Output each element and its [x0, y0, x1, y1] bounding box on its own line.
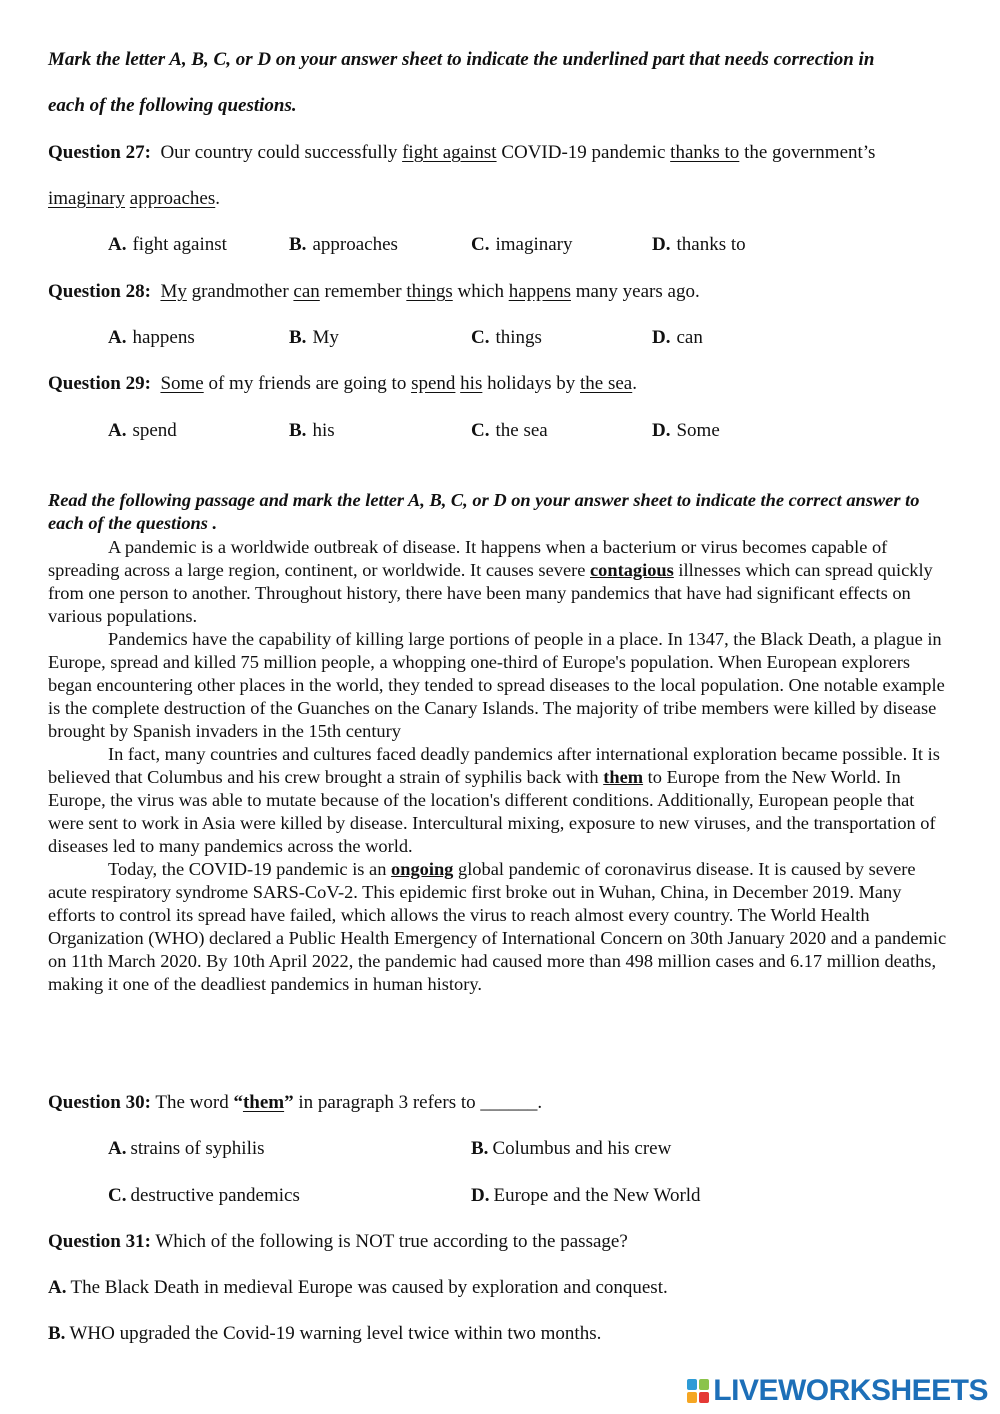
option-letter: B.: [471, 1138, 489, 1159]
option-letter: C.: [108, 1185, 127, 1206]
paragraph-text: illnesses which can spread quickly from one person to another. Throughout history, there have been many pandemics that have had significant effects on various populations.: [48, 560, 933, 626]
q30-option-b[interactable]: [471, 1137, 671, 1161]
reading-passage: [48, 536, 948, 996]
question-text: of my friends are going to: [208, 373, 407, 394]
paragraph-text: to Europe from the New World. In Europe, the virus was able to mutate because of the location's different conditions. Additionally, European people that were sent to work in Asia were killed by disease. Intercultural mixing, exposure to new viruses, and the transportation of diseases led to many pandemics across the world.: [48, 767, 936, 856]
question-text: .: [215, 188, 220, 209]
logo-square: [699, 1379, 709, 1390]
option-text: thanks to: [676, 234, 746, 255]
option-text: approaches: [312, 234, 398, 255]
option-letter: C.: [471, 327, 490, 348]
liveworksheets-logo[interactable]: [687, 1376, 988, 1406]
q27-option-d[interactable]: [652, 233, 746, 257]
quoted-word-text: them: [242, 1092, 285, 1113]
option-text: My: [312, 327, 339, 348]
option-letter: B.: [289, 327, 307, 348]
option-text: the sea: [495, 420, 548, 441]
question-label: Question 27:: [48, 142, 151, 163]
underlined-part: spend: [411, 373, 456, 394]
highlighted-word: contagious: [590, 560, 674, 580]
q27-option-c[interactable]: [471, 233, 573, 257]
option-letter: D.: [652, 420, 671, 441]
underlined-part: things: [406, 281, 453, 302]
paragraph-text: In fact, many countries and cultures faced deadly pandemics after international exploration became possible. It is believed that Columbus and his crew brought a strain of syphilis back with: [48, 744, 940, 787]
underlined-part: imaginary: [48, 188, 126, 209]
logo-text: LIVEWORKSHEETS: [713, 1374, 988, 1407]
underlined-part: happens: [508, 281, 571, 302]
option-text: WHO upgraded the Covid-19 warning level twice within two months.: [69, 1323, 602, 1344]
question-30: [48, 1091, 542, 1115]
question-text: COVID-19 pandemic: [501, 142, 666, 163]
question-text: the government’s: [744, 142, 876, 163]
q28-option-c[interactable]: [471, 326, 542, 350]
question-text: The word: [155, 1092, 229, 1113]
logo-square: [687, 1379, 697, 1390]
question-31: [48, 1230, 628, 1254]
q31-option-b[interactable]: [48, 1322, 601, 1346]
highlighted-word: them: [603, 767, 644, 787]
option-text: destructive pandemics: [130, 1185, 300, 1206]
underlined-part: thanks to: [670, 142, 740, 163]
underlined-part: his: [460, 373, 483, 394]
q30-option-a[interactable]: [108, 1137, 265, 1161]
question-text: .: [632, 373, 637, 394]
question-text: remember: [324, 281, 402, 302]
option-text: Columbus and his crew: [492, 1138, 672, 1159]
option-text: Some: [676, 420, 720, 441]
paragraph-text: A pandemic is a worldwide outbreak of disease. It happens when a bacterium or virus becomes capable of spreading across a large region, continent, or worldwide. It causes severe: [48, 537, 888, 580]
underlined-part: fight against: [402, 142, 497, 163]
question-28: [48, 280, 700, 304]
question-label: Question 28:: [48, 281, 151, 302]
quote-close: ”: [284, 1092, 294, 1113]
paragraph-text: Today, the COVID-19 pandemic is an: [108, 859, 387, 879]
option-text: happens: [132, 327, 195, 348]
option-letter: A.: [108, 1138, 127, 1159]
option-letter: C.: [471, 234, 490, 255]
q27-option-a[interactable]: [108, 233, 227, 257]
q30-option-d[interactable]: [471, 1184, 701, 1208]
section1-instruction-line2: each of the following questions.: [48, 95, 297, 116]
question-label: Question 30:: [48, 1092, 151, 1113]
option-text: Europe and the New World: [493, 1185, 701, 1206]
option-text: The Black Death in medieval Europe was caused by exploration and conquest.: [70, 1277, 668, 1298]
option-letter: B.: [48, 1323, 66, 1344]
logo-square: [687, 1392, 697, 1403]
question-27: [48, 141, 875, 165]
option-text: spend: [132, 420, 177, 441]
q27-option-b[interactable]: [289, 233, 398, 257]
underlined-part: approaches: [129, 188, 216, 209]
quote-open: “: [233, 1092, 243, 1113]
option-text: fight against: [132, 234, 227, 255]
q31-option-a[interactable]: [48, 1276, 668, 1300]
option-letter: C.: [471, 420, 490, 441]
section1-instruction-line1: Mark the letter A, B, C, or D on your answer sheet to indicate the underlined part that needs correction in: [48, 49, 875, 70]
question-label: Question 31:: [48, 1231, 151, 1252]
quoted-word: [233, 1092, 293, 1113]
underlined-part: the sea: [580, 373, 633, 394]
option-text: strains of syphilis: [130, 1138, 265, 1159]
underlined-part: Some: [160, 373, 204, 394]
q29-option-c[interactable]: [471, 419, 548, 443]
underlined-part: My: [160, 281, 187, 302]
option-letter: A.: [108, 234, 127, 255]
option-letter: A.: [108, 420, 127, 441]
q29-option-b[interactable]: [289, 419, 335, 443]
paragraph-3: [48, 743, 948, 858]
option-letter: A.: [48, 1277, 67, 1298]
q28-option-d[interactable]: [652, 326, 703, 350]
question-text: grandmother: [191, 281, 289, 302]
option-text: can: [676, 327, 703, 348]
question-text: Our country could successfully: [160, 142, 398, 163]
question-29: [48, 372, 637, 396]
q29-option-d[interactable]: [652, 419, 720, 443]
paragraph-2: Pandemics have the capability of killing large portions of people in a place. In 1347, the Black Death, a plague in Europe, spread and killed 75 million people, a whopping one-third of Europe's population. When European explorers began encountering other places in the world, they tended to spread diseases to the local population. One notable example is the complete destruction of the Guanches on the Canary Islands. The majority of tribe members were killed by disease brought by Spanish invaders in the 15th century: [48, 629, 945, 741]
question-text: in paragraph 3 refers to ______.: [298, 1092, 543, 1113]
question-label: Question 29:: [48, 373, 151, 394]
option-text: imaginary: [495, 234, 573, 255]
option-text: things: [495, 327, 542, 348]
question-text: which: [457, 281, 504, 302]
option-letter: D.: [471, 1185, 490, 1206]
q28-option-b[interactable]: [289, 326, 339, 350]
paragraph-1: [48, 536, 948, 628]
section2-instruction: Read the following passage and mark the letter A, B, C, or D on your answer sheet to indicate the correct answer to each of the questions .: [48, 490, 920, 533]
question-27-line2: [48, 187, 220, 211]
option-text: his: [312, 420, 335, 441]
q28-option-a[interactable]: [108, 326, 195, 350]
highlighted-word: ongoing: [391, 859, 454, 879]
paragraph-4: [48, 858, 948, 996]
option-letter: D.: [652, 327, 671, 348]
question-text: Which of the following is NOT true according to the passage?: [155, 1231, 628, 1252]
logo-mark-icon: [687, 1379, 709, 1403]
q29-option-a[interactable]: [108, 419, 177, 443]
option-letter: D.: [652, 234, 671, 255]
logo-square: [699, 1392, 709, 1403]
question-text: many years ago.: [575, 281, 700, 302]
option-letter: A.: [108, 327, 127, 348]
option-letter: B.: [289, 420, 307, 441]
option-letter: B.: [289, 234, 307, 255]
q30-option-c[interactable]: [108, 1184, 300, 1208]
question-text: holidays by: [487, 373, 576, 394]
paragraph-text: global pandemic of coronavirus disease. It is caused by severe acute respiratory syndrome SARS-CoV-2. This epidemic first broke out in Wuhan, China, in December 2019. Many efforts to control its spread have failed, which allows the virus to reach almost every country. The World Health Organization (WHO) declared a Public Health Emergency of International Concern on 30th January 2020 and a pandemic on 11th March 2020. By 10th April 2022, the pandemic had caused more than 498 million cases and 6.17 million deaths, making it one of the deadliest pandemics in human history.: [48, 859, 947, 994]
underlined-part: can: [293, 281, 320, 302]
